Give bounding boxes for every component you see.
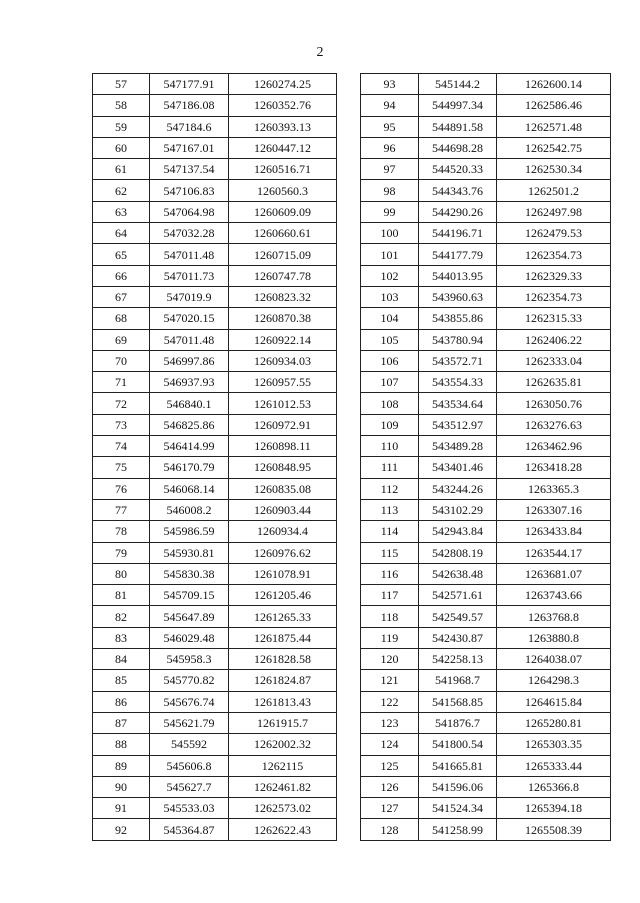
table-row [361,457,611,478]
point-number-cell: 118 [361,606,419,627]
x-coordinate-cell: 544891.58 [419,116,497,137]
point-number-cell: 74 [93,436,150,457]
y-coordinate-cell: 1262622.43 [229,819,337,840]
table-row [93,436,337,457]
table-row [361,201,611,222]
x-coordinate-cell: 543554.33 [419,372,497,393]
x-coordinate-cell: 541596.06 [419,776,497,797]
y-coordinate-cell: 1260393.13 [229,116,337,137]
y-coordinate-cell: 1262333.04 [497,350,611,371]
table-row [93,116,337,137]
y-coordinate-cell: 1265333.44 [497,755,611,776]
point-number-cell: 112 [361,478,419,499]
table-row [93,159,337,180]
y-coordinate-cell: 1262573.02 [229,798,337,819]
y-coordinate-cell: 1263418.28 [497,457,611,478]
table-row [93,372,337,393]
page-number: 2 [316,45,324,60]
table-row [361,563,611,584]
y-coordinate-cell: 1260660.61 [229,223,337,244]
x-coordinate-cell: 546414.99 [150,436,229,457]
y-coordinate-cell: 1263307.16 [497,499,611,520]
table-row [93,350,337,371]
point-number-cell: 122 [361,691,419,712]
x-coordinate-cell: 542638.48 [419,563,497,584]
table-row [361,244,611,265]
table-row [361,585,611,606]
y-coordinate-cell: 1260976.62 [229,542,337,563]
point-number-cell: 115 [361,542,419,563]
y-coordinate-cell: 1263681.07 [497,563,611,584]
x-coordinate-cell: 543512.97 [419,414,497,435]
y-coordinate-cell: 1260516.71 [229,159,337,180]
x-coordinate-cell: 545709.15 [150,585,229,606]
point-number-cell: 80 [93,563,150,584]
y-coordinate-cell: 1262635.81 [497,372,611,393]
x-coordinate-cell: 544520.33 [419,159,497,180]
point-number-cell: 64 [93,223,150,244]
x-coordinate-cell: 541968.7 [419,670,497,691]
y-coordinate-cell: 1262002.32 [229,734,337,755]
y-coordinate-cell: 1265366.8 [497,776,611,797]
table-row [361,159,611,180]
y-coordinate-cell: 1262571.48 [497,116,611,137]
point-number-cell: 92 [93,819,150,840]
point-number-cell: 127 [361,798,419,819]
table-row [93,95,337,116]
y-coordinate-cell: 1262115 [229,755,337,776]
table-row [93,265,337,286]
table-row [93,414,337,435]
y-coordinate-cell: 1260447.12 [229,137,337,158]
coordinates-table-right [360,73,611,841]
y-coordinate-cell: 1262354.73 [497,244,611,265]
x-coordinate-cell: 541800.54 [419,734,497,755]
point-number-cell: 109 [361,414,419,435]
table-row [361,755,611,776]
x-coordinate-cell: 547106.83 [150,180,229,201]
x-coordinate-cell: 547184.6 [150,116,229,137]
y-coordinate-cell: 1260560.3 [229,180,337,201]
x-coordinate-cell: 544013.95 [419,265,497,286]
point-number-cell: 69 [93,329,150,350]
point-number-cell: 72 [93,393,150,414]
y-coordinate-cell: 1260870.38 [229,308,337,329]
table-row [93,649,337,670]
table-row [93,712,337,733]
y-coordinate-cell: 1261078.91 [229,563,337,584]
x-coordinate-cell: 543401.46 [419,457,497,478]
point-number-cell: 70 [93,350,150,371]
point-number-cell: 95 [361,116,419,137]
y-coordinate-cell: 1263743.66 [497,585,611,606]
point-number-cell: 100 [361,223,419,244]
point-number-cell: 76 [93,478,150,499]
y-coordinate-cell: 1262542.75 [497,137,611,158]
x-coordinate-cell: 547020.15 [150,308,229,329]
y-coordinate-cell: 1261828.58 [229,649,337,670]
x-coordinate-cell: 547137.54 [150,159,229,180]
y-coordinate-cell: 1263433.84 [497,521,611,542]
point-number-cell: 75 [93,457,150,478]
table-row [361,308,611,329]
point-number-cell: 103 [361,286,419,307]
x-coordinate-cell: 546029.48 [150,627,229,648]
table-row [93,798,337,819]
y-coordinate-cell: 1260609.09 [229,201,337,222]
table-row [361,776,611,797]
y-coordinate-cell: 1262461.82 [229,776,337,797]
y-coordinate-cell: 1264298.3 [497,670,611,691]
table-row [93,137,337,158]
table-row [361,286,611,307]
table-row [93,308,337,329]
table-row [93,457,337,478]
x-coordinate-cell: 541665.81 [419,755,497,776]
point-number-cell: 110 [361,436,419,457]
table-row [361,372,611,393]
point-number-cell: 59 [93,116,150,137]
point-number-cell: 121 [361,670,419,691]
x-coordinate-cell: 546997.86 [150,350,229,371]
y-coordinate-cell: 1261875.44 [229,627,337,648]
x-coordinate-cell: 547167.01 [150,137,229,158]
y-coordinate-cell: 1262315.33 [497,308,611,329]
x-coordinate-cell: 547064.98 [150,201,229,222]
point-number-cell: 119 [361,627,419,648]
table-row [361,265,611,286]
y-coordinate-cell: 1262354.73 [497,286,611,307]
x-coordinate-cell: 544343.76 [419,180,497,201]
table-row [361,180,611,201]
x-coordinate-cell: 545606.8 [150,755,229,776]
x-coordinate-cell: 543572.71 [419,350,497,371]
table-row [361,74,611,95]
x-coordinate-cell: 546825.86 [150,414,229,435]
table-row [93,521,337,542]
table-row [93,563,337,584]
y-coordinate-cell: 1263276.63 [497,414,611,435]
y-coordinate-cell: 1260898.11 [229,436,337,457]
x-coordinate-cell: 542549.57 [419,606,497,627]
x-coordinate-cell: 544177.79 [419,244,497,265]
table-row [361,712,611,733]
point-number-cell: 57 [93,74,150,95]
table-row [93,606,337,627]
y-coordinate-cell: 1260922.14 [229,329,337,350]
y-coordinate-cell: 1260715.09 [229,244,337,265]
point-number-cell: 124 [361,734,419,755]
table-row [361,137,611,158]
point-number-cell: 89 [93,755,150,776]
point-number-cell: 117 [361,585,419,606]
point-number-cell: 94 [361,95,419,116]
y-coordinate-cell: 1261813.43 [229,691,337,712]
x-coordinate-cell: 543855.86 [419,308,497,329]
y-coordinate-cell: 1260835.08 [229,478,337,499]
y-coordinate-cell: 1263880.8 [497,627,611,648]
table-row [93,393,337,414]
x-coordinate-cell: 545770.82 [150,670,229,691]
point-number-cell: 107 [361,372,419,393]
x-coordinate-cell: 542430.87 [419,627,497,648]
y-coordinate-cell: 1262600.14 [497,74,611,95]
table-row [93,478,337,499]
y-coordinate-cell: 1263462.96 [497,436,611,457]
table-row [93,627,337,648]
table-row [361,223,611,244]
x-coordinate-cell: 541876.7 [419,712,497,733]
x-coordinate-cell: 543534.64 [419,393,497,414]
x-coordinate-cell: 546840.1 [150,393,229,414]
x-coordinate-cell: 541524.34 [419,798,497,819]
x-coordinate-cell: 545533.03 [150,798,229,819]
point-number-cell: 63 [93,201,150,222]
x-coordinate-cell: 545364.87 [150,819,229,840]
table-row [93,499,337,520]
x-coordinate-cell: 545647.89 [150,606,229,627]
point-number-cell: 113 [361,499,419,520]
point-number-cell: 90 [93,776,150,797]
y-coordinate-cell: 1265508.39 [497,819,611,840]
x-coordinate-cell: 547186.08 [150,95,229,116]
point-number-cell: 98 [361,180,419,201]
y-coordinate-cell: 1265280.81 [497,712,611,733]
x-coordinate-cell: 542571.61 [419,585,497,606]
point-number-cell: 86 [93,691,150,712]
table-row [361,649,611,670]
point-number-cell: 128 [361,819,419,840]
point-number-cell: 97 [361,159,419,180]
y-coordinate-cell: 1262479.53 [497,223,611,244]
coordinates-table-left [92,73,337,841]
point-number-cell: 96 [361,137,419,158]
x-coordinate-cell: 545930.81 [150,542,229,563]
x-coordinate-cell: 543780.94 [419,329,497,350]
point-number-cell: 108 [361,393,419,414]
table-row [93,329,337,350]
y-coordinate-cell: 1260957.55 [229,372,337,393]
point-number-cell: 79 [93,542,150,563]
table-row [93,734,337,755]
y-coordinate-cell: 1263365.3 [497,478,611,499]
x-coordinate-cell: 546170.79 [150,457,229,478]
point-number-cell: 84 [93,649,150,670]
table-row [361,350,611,371]
x-coordinate-cell: 543244.26 [419,478,497,499]
x-coordinate-cell: 544698.28 [419,137,497,158]
point-number-cell: 62 [93,180,150,201]
x-coordinate-cell: 545627.7 [150,776,229,797]
y-coordinate-cell: 1262329.33 [497,265,611,286]
table-row [361,819,611,840]
table-row [93,542,337,563]
x-coordinate-cell: 546008.2 [150,499,229,520]
y-coordinate-cell: 1264615.84 [497,691,611,712]
y-coordinate-cell: 1262530.34 [497,159,611,180]
x-coordinate-cell: 544997.34 [419,95,497,116]
x-coordinate-cell: 547177.91 [150,74,229,95]
point-number-cell: 68 [93,308,150,329]
y-coordinate-cell: 1261012.53 [229,393,337,414]
table-row [93,180,337,201]
x-coordinate-cell: 545621.79 [150,712,229,733]
x-coordinate-cell: 545830.38 [150,563,229,584]
point-number-cell: 61 [93,159,150,180]
x-coordinate-cell: 545986.59 [150,521,229,542]
table-row [93,244,337,265]
x-coordinate-cell: 541258.99 [419,819,497,840]
point-number-cell: 116 [361,563,419,584]
y-coordinate-cell: 1260848.95 [229,457,337,478]
point-number-cell: 65 [93,244,150,265]
x-coordinate-cell: 547011.48 [150,244,229,265]
table-row [93,74,337,95]
x-coordinate-cell: 545592 [150,734,229,755]
table-row [361,627,611,648]
y-coordinate-cell: 1262497.98 [497,201,611,222]
table-row [93,691,337,712]
point-number-cell: 120 [361,649,419,670]
y-coordinate-cell: 1260903.44 [229,499,337,520]
x-coordinate-cell: 541568.85 [419,691,497,712]
table-row [361,329,611,350]
table-row [361,542,611,563]
y-coordinate-cell: 1262501.2 [497,180,611,201]
point-number-cell: 123 [361,712,419,733]
table-row [361,606,611,627]
table-row [361,95,611,116]
point-number-cell: 71 [93,372,150,393]
y-coordinate-cell: 1261205.46 [229,585,337,606]
table-row [361,798,611,819]
x-coordinate-cell: 542943.84 [419,521,497,542]
y-coordinate-cell: 1261915.7 [229,712,337,733]
point-number-cell: 78 [93,521,150,542]
table-row [93,819,337,840]
point-number-cell: 99 [361,201,419,222]
y-coordinate-cell: 1260823.32 [229,286,337,307]
x-coordinate-cell: 544290.26 [419,201,497,222]
point-number-cell: 88 [93,734,150,755]
y-coordinate-cell: 1260934.4 [229,521,337,542]
point-number-cell: 87 [93,712,150,733]
y-coordinate-cell: 1263050.76 [497,393,611,414]
point-number-cell: 114 [361,521,419,542]
y-coordinate-cell: 1261265.33 [229,606,337,627]
y-coordinate-cell: 1262406.22 [497,329,611,350]
y-coordinate-cell: 1263544.17 [497,542,611,563]
y-coordinate-cell: 1260747.78 [229,265,337,286]
point-number-cell: 66 [93,265,150,286]
point-number-cell: 60 [93,137,150,158]
y-coordinate-cell: 1260934.03 [229,350,337,371]
table-row [93,223,337,244]
table-row [361,436,611,457]
table-row [361,734,611,755]
table-row [361,393,611,414]
x-coordinate-cell: 546068.14 [150,478,229,499]
x-coordinate-cell: 542258.13 [419,649,497,670]
point-number-cell: 111 [361,457,419,478]
x-coordinate-cell: 547019.9 [150,286,229,307]
point-number-cell: 85 [93,670,150,691]
table-row [93,755,337,776]
point-number-cell: 125 [361,755,419,776]
y-coordinate-cell: 1265303.35 [497,734,611,755]
x-coordinate-cell: 547032.28 [150,223,229,244]
x-coordinate-cell: 545958.3 [150,649,229,670]
y-coordinate-cell: 1264038.07 [497,649,611,670]
x-coordinate-cell: 543960.63 [419,286,497,307]
table-row [361,521,611,542]
table-row [93,585,337,606]
x-coordinate-cell: 543489.28 [419,436,497,457]
point-number-cell: 73 [93,414,150,435]
x-coordinate-cell: 546937.93 [150,372,229,393]
point-number-cell: 106 [361,350,419,371]
table-row [93,286,337,307]
x-coordinate-cell: 544196.71 [419,223,497,244]
x-coordinate-cell: 545144.2 [419,74,497,95]
point-number-cell: 83 [93,627,150,648]
table-row [93,670,337,691]
point-number-cell: 105 [361,329,419,350]
point-number-cell: 81 [93,585,150,606]
x-coordinate-cell: 545676.74 [150,691,229,712]
table-row [361,499,611,520]
point-number-cell: 102 [361,265,419,286]
point-number-cell: 58 [93,95,150,116]
point-number-cell: 77 [93,499,150,520]
x-coordinate-cell: 547011.48 [150,329,229,350]
point-number-cell: 101 [361,244,419,265]
table-row [361,691,611,712]
point-number-cell: 104 [361,308,419,329]
table-row [361,414,611,435]
y-coordinate-cell: 1265394.18 [497,798,611,819]
y-coordinate-cell: 1260352.76 [229,95,337,116]
table-row [361,478,611,499]
table-row [361,116,611,137]
y-coordinate-cell: 1260972.91 [229,414,337,435]
y-coordinate-cell: 1260274.25 [229,74,337,95]
point-number-cell: 126 [361,776,419,797]
y-coordinate-cell: 1262586.46 [497,95,611,116]
x-coordinate-cell: 547011.73 [150,265,229,286]
point-number-cell: 82 [93,606,150,627]
y-coordinate-cell: 1261824.87 [229,670,337,691]
table-row [93,201,337,222]
point-number-cell: 91 [93,798,150,819]
x-coordinate-cell: 543102.29 [419,499,497,520]
table-row [361,670,611,691]
x-coordinate-cell: 542808.19 [419,542,497,563]
table-row [93,776,337,797]
y-coordinate-cell: 1263768.8 [497,606,611,627]
point-number-cell: 93 [361,74,419,95]
point-number-cell: 67 [93,286,150,307]
